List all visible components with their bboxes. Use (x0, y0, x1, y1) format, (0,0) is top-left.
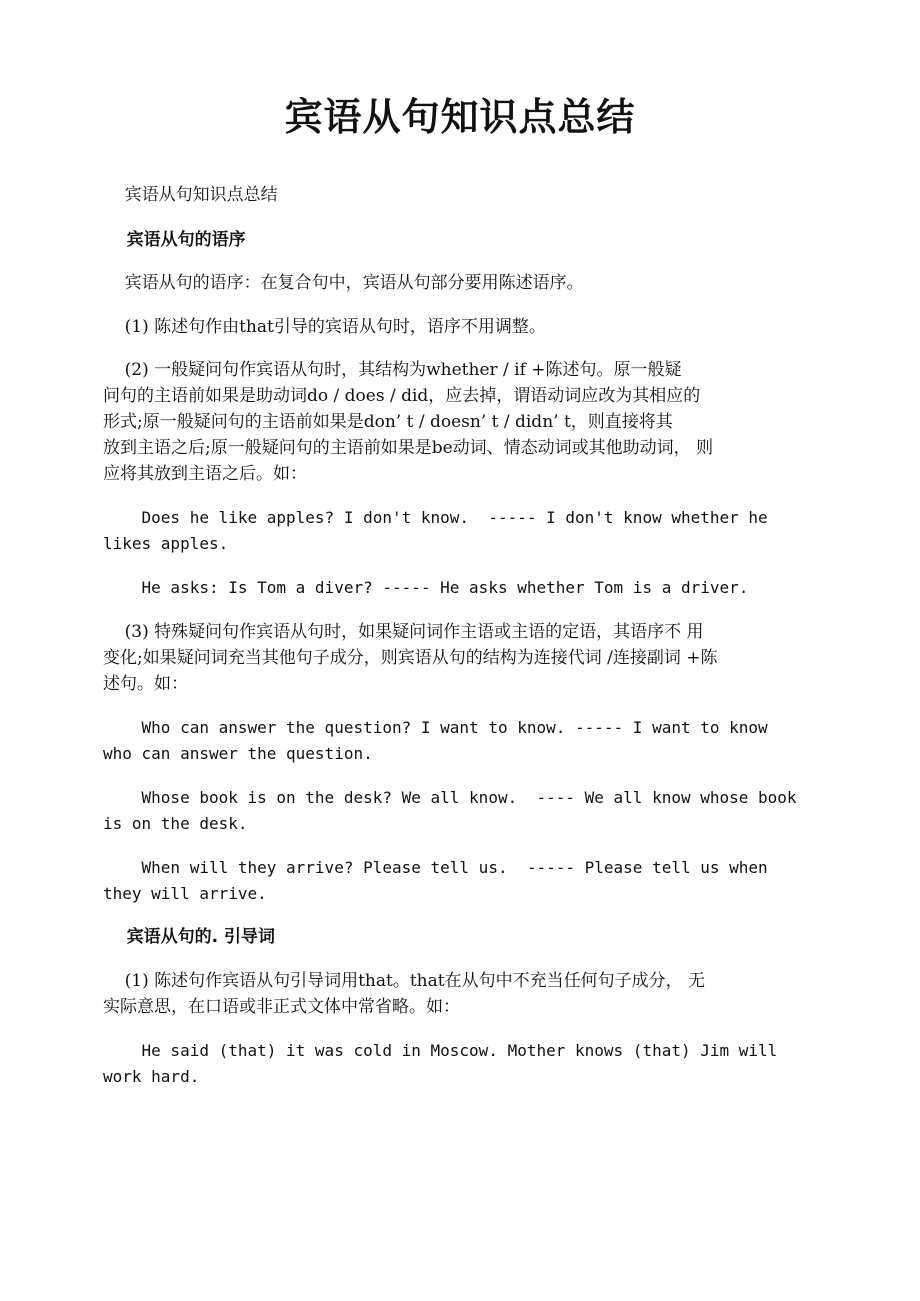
text-line: 形式;原一般疑问句的主语前如果是don’ t / doesn’ t / didn’ t，则直接将其 (103, 412, 673, 432)
text-line: 实际意思，在口语或非正式文体中常省略。如： (103, 997, 460, 1017)
text-line: 宾语从句的语序 (103, 230, 246, 250)
text-line: Whose book is on the desk? We all know. ---- We all know whose book (103, 788, 797, 807)
text-line: 述句。如： (103, 674, 188, 694)
text-line: (2) 一般疑问句作宾语从句时，其结构为whether / if +陈述句。原一般疑 (103, 360, 682, 380)
paragraph (103, 270, 823, 296)
example (103, 1038, 823, 1090)
text-line: (1) 陈述句作宾语从句引导词用that。that在从句中不充当任何句子成分， 无 (103, 971, 705, 991)
text-line: 放到主语之后;原一般疑问句的主语前如果是be动词、情态动词或其他助动词， 则 (103, 438, 714, 458)
section-heading-word-order (103, 227, 823, 253)
text-line: is on the desk. (103, 814, 248, 833)
document-title: 宾语从句知识点总结 (284, 94, 636, 139)
paragraph (103, 357, 823, 487)
text-line: 问句的主语前如果是助动词do / does / did，应去掉，谓语动词应改为其相应的 (103, 386, 701, 406)
text-line: Does he like apples? I don't know. ----- I don't know whether he (103, 508, 768, 527)
text-line: He asks: Is Tom a diver? ----- He asks whether Tom is a driver. (103, 578, 749, 597)
paragraph (103, 619, 823, 697)
text-line: (3) 特殊疑问句作宾语从句时，如果疑问词作主语或主语的定语，其语序不 用 (103, 622, 704, 642)
example (103, 855, 823, 907)
text-line: 宾语从句的语序：在复合句中，宾语从句部分要用陈述语序。 (103, 273, 584, 293)
text-line: 宾语从句的. 引导词 (103, 927, 276, 947)
text-line: 变化;如果疑问词充当其他句子成分，则宾语从句的结构为连接代词 /连接副词 +陈 (103, 648, 718, 668)
example (103, 505, 823, 557)
text-line: Who can answer the question? I want to know. ----- I want to know (103, 718, 768, 737)
example (103, 785, 823, 837)
text-line: (1) 陈述句作由that引导的宾语从句时，语序不用调整。 (103, 317, 546, 337)
text-line: they will arrive. (103, 884, 267, 903)
text-line: When will they arrive? Please tell us. ----- Please tell us when (103, 858, 768, 877)
section-heading-connectors (103, 924, 823, 950)
paragraph-intro (103, 182, 823, 208)
text-line: likes apples. (103, 534, 229, 553)
text-line: 宾语从句知识点总结 (103, 185, 278, 205)
paragraph (103, 968, 823, 1020)
example (103, 575, 823, 601)
text-line: He said (that) it was cold in Moscow. Mother knows (that) Jim will (103, 1041, 778, 1060)
text-line: who can answer the question. (103, 744, 373, 763)
paragraph (103, 314, 823, 340)
text-line: 应将其放到主语之后。如： (103, 464, 307, 484)
text-line: work hard. (103, 1067, 200, 1086)
example (103, 715, 823, 767)
